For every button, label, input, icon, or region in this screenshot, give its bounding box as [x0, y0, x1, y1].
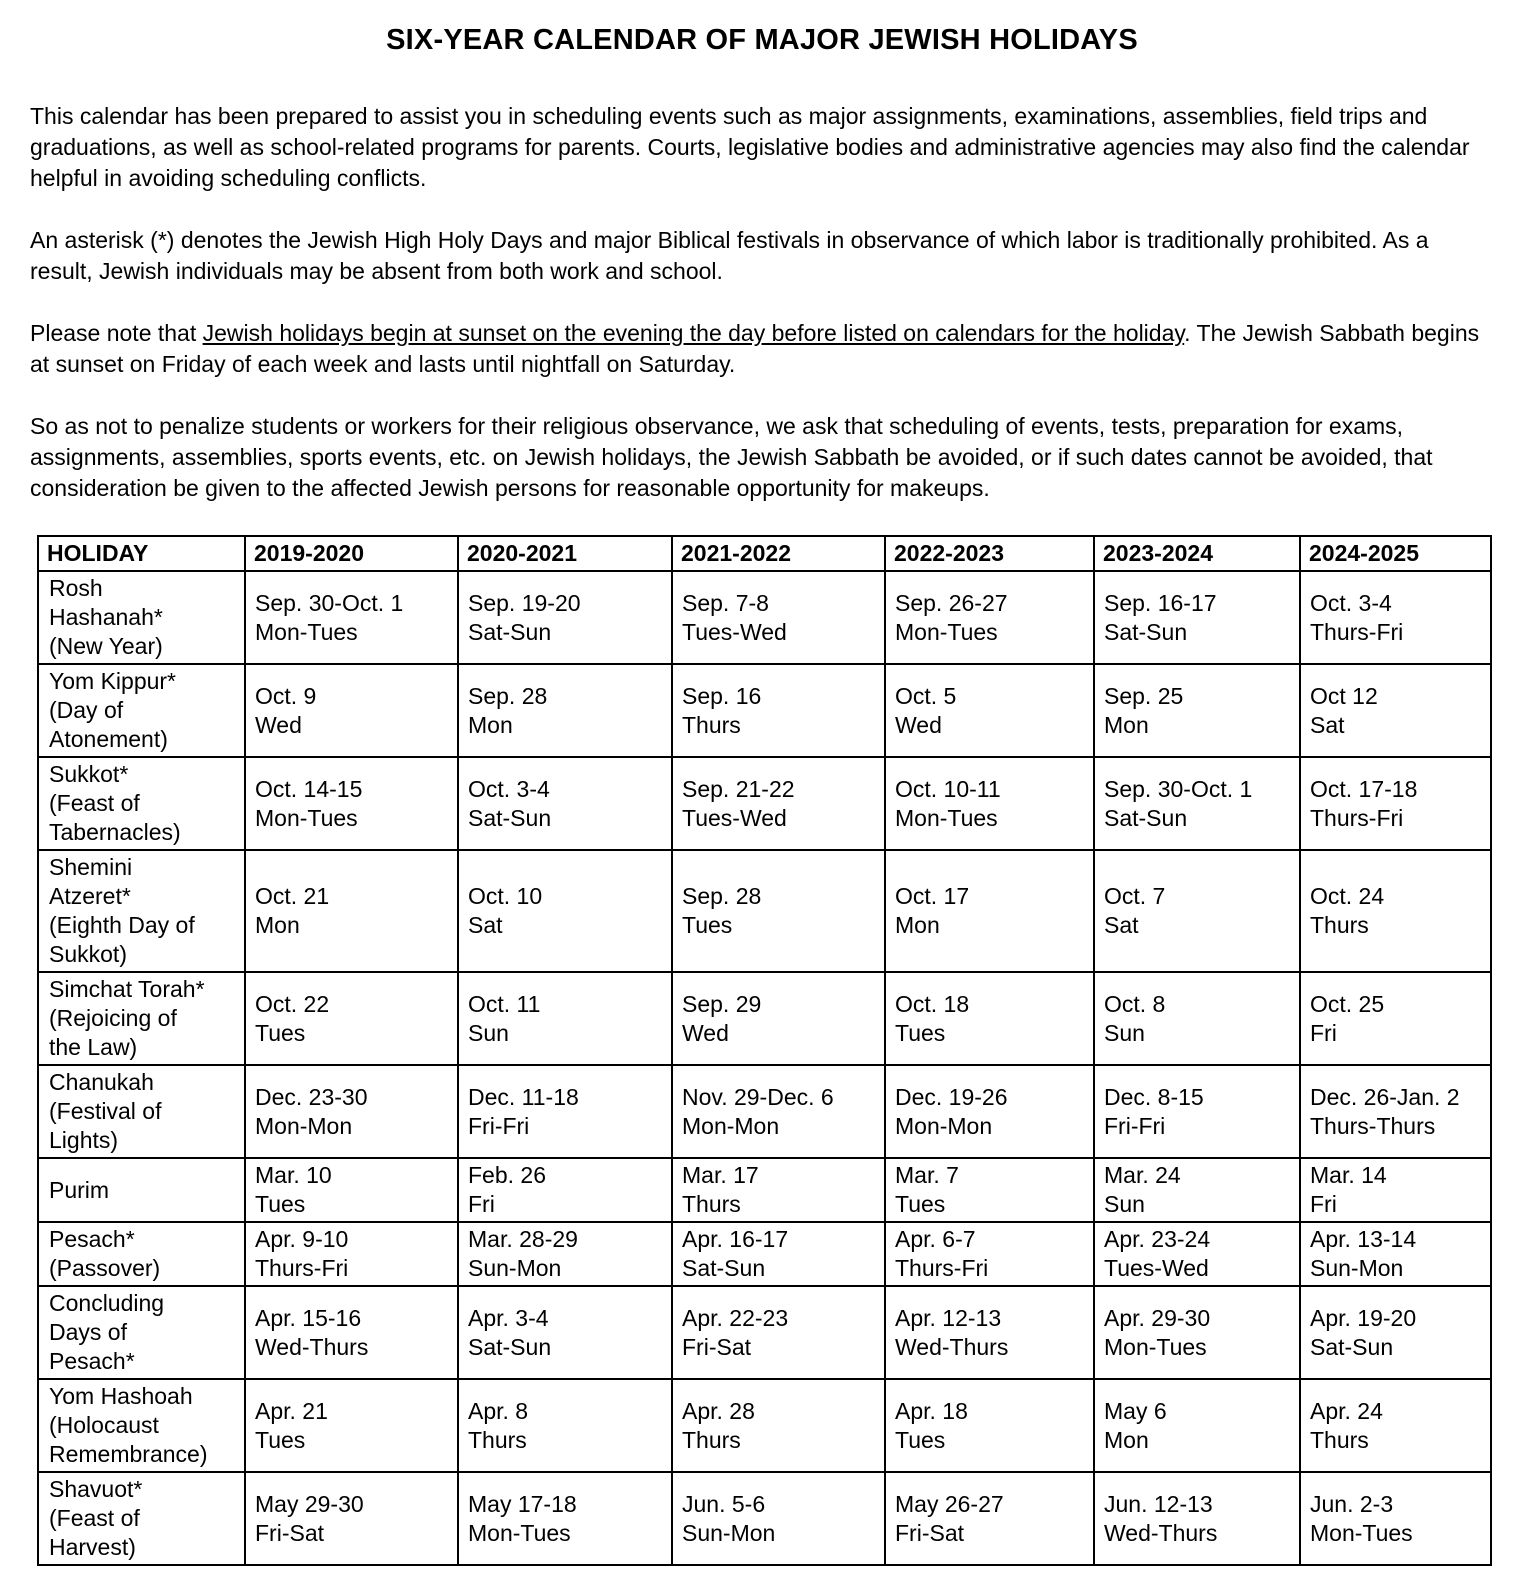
holiday-name-line: (Holocaust — [49, 1412, 159, 1438]
holiday-name-line: (New Year) — [49, 633, 163, 659]
holiday-date-cell — [672, 1065, 885, 1158]
holiday-date-cell — [885, 972, 1094, 1065]
date-line: Apr. 23-24 — [1104, 1226, 1211, 1252]
weekday-line: Mon — [895, 912, 940, 938]
weekday-line: Sat — [468, 912, 503, 938]
holiday-date-cell — [1094, 1158, 1300, 1222]
holiday-name-line: Harvest) — [49, 1534, 136, 1560]
weekday-line: Tues-Wed — [1104, 1255, 1209, 1281]
weekday-line: Thurs-Fri — [895, 1255, 989, 1281]
holiday-date-cell — [672, 664, 885, 757]
holiday-date-cell — [1300, 1472, 1491, 1565]
holiday-date-cell — [885, 1286, 1094, 1379]
weekday-line: Tues — [255, 1019, 306, 1046]
holiday-date-cell — [245, 664, 458, 757]
date-line: Oct. 18 — [895, 990, 970, 1017]
date-line: Mar. 7 — [895, 1162, 959, 1188]
holiday-name-line: (Eighth Day of — [49, 912, 195, 938]
date-line: Nov. 29-Dec. 6 — [682, 1083, 834, 1110]
weekday-line: Wed-Thurs — [255, 1333, 369, 1360]
date-line: Dec. 11-18 — [468, 1083, 579, 1110]
holiday-date-cell — [1300, 1286, 1491, 1379]
table-row — [38, 757, 1491, 850]
date-line: Apr. 16-17 — [682, 1226, 789, 1252]
weekday-line: Fri-Fri — [468, 1112, 530, 1139]
holiday-date-cell — [458, 972, 672, 1065]
holiday-name-line: Yom Kippur* — [49, 668, 177, 694]
weekday-line: Wed-Thurs — [1104, 1519, 1218, 1546]
table-header-row — [38, 536, 1491, 571]
holiday-date-cell — [1300, 664, 1491, 757]
holiday-date-cell — [1094, 850, 1300, 972]
holiday-name-line: (Passover) — [49, 1255, 161, 1281]
holiday-name-line: Lights) — [49, 1127, 119, 1153]
table-row — [38, 1472, 1491, 1565]
weekday-line: Mon-Tues — [895, 618, 998, 645]
holiday-date-cell — [458, 571, 672, 664]
holiday-name-cell — [38, 571, 245, 664]
weekday-line: Fri-Sat — [682, 1333, 751, 1360]
weekday-line: Fri-Sat — [255, 1519, 324, 1546]
weekday-line: Wed — [255, 711, 302, 738]
holiday-date-cell — [1300, 972, 1491, 1065]
holiday-date-cell — [1094, 571, 1300, 664]
weekday-line: Sat-Sun — [1104, 618, 1188, 645]
paragraph-3-suffix: . The Jewish Sabbath begins at sunset on Friday of each week and lasts until nightfall on Saturday. — [30, 320, 1480, 377]
holiday-date-cell — [1300, 571, 1491, 664]
date-line: Oct. 7 — [1104, 883, 1166, 909]
date-line: Dec. 26-Jan. 2 — [1310, 1083, 1460, 1110]
holiday-name-cell — [38, 757, 245, 850]
intro-paragraph-3 — [30, 318, 1494, 380]
date-line: Oct. 9 — [255, 682, 317, 709]
weekday-line: Tues — [682, 912, 733, 938]
date-line: Oct. 10-11 — [895, 775, 1001, 802]
holiday-date-cell — [672, 571, 885, 664]
holiday-date-cell — [458, 1065, 672, 1158]
date-line: Mar. 28-29 — [468, 1226, 578, 1252]
holiday-date-cell — [458, 850, 672, 972]
holiday-name-line: Chanukah — [49, 1069, 154, 1095]
table-row — [38, 1158, 1491, 1222]
weekday-line: Thurs — [468, 1426, 527, 1453]
holiday-name-line: Sukkot* — [49, 761, 129, 787]
table-row — [38, 1379, 1491, 1472]
table-row — [38, 571, 1491, 664]
holiday-date-cell — [885, 850, 1094, 972]
holiday-date-cell — [672, 972, 885, 1065]
weekday-line: Thurs — [682, 711, 741, 738]
weekday-line: Mon-Tues — [255, 618, 358, 645]
date-line: Sep. 25 — [1104, 682, 1184, 709]
holiday-date-cell — [1300, 1222, 1491, 1286]
weekday-line: Wed — [682, 1019, 729, 1046]
date-line: Dec. 8-15 — [1104, 1083, 1204, 1110]
weekday-line: Mon-Mon — [895, 1112, 993, 1139]
holiday-name-cell — [38, 1158, 245, 1222]
weekday-line: Sun — [1104, 1019, 1145, 1046]
weekday-line: Fri — [468, 1191, 495, 1217]
date-line: Oct. 17 — [895, 883, 970, 909]
weekday-line: Sat-Sun — [468, 804, 552, 831]
holiday-date-cell — [458, 1472, 672, 1565]
weekday-line: Mon — [468, 711, 513, 738]
holiday-name-cell — [38, 1472, 245, 1565]
holiday-name-line: Pesach* — [49, 1226, 135, 1252]
date-line: May 6 — [1104, 1397, 1167, 1424]
holiday-date-cell — [672, 1158, 885, 1222]
date-line: Sep. 19-20 — [468, 589, 581, 616]
weekday-line: Tues — [255, 1426, 306, 1453]
date-line: Sep. 28 — [682, 883, 762, 909]
weekday-line: Thurs — [682, 1426, 741, 1453]
date-line: Apr. 8 — [468, 1397, 529, 1424]
date-line: Sep. 30-Oct. 1 — [255, 589, 404, 616]
date-line: Apr. 13-14 — [1310, 1226, 1417, 1252]
weekday-line: Wed-Thurs — [895, 1333, 1009, 1360]
date-line: Jun. 2-3 — [1310, 1490, 1394, 1517]
date-line: Oct 12 — [1310, 682, 1378, 709]
weekday-line: Tues-Wed — [682, 618, 787, 645]
weekday-line: Fri-Sat — [895, 1519, 964, 1546]
weekday-line: Tues — [255, 1191, 306, 1217]
holiday-date-cell — [1094, 1065, 1300, 1158]
weekday-line: Thurs — [1310, 912, 1369, 938]
holiday-name-line: (Feast of — [49, 790, 140, 816]
holiday-date-cell — [245, 1472, 458, 1565]
weekday-line: Mon — [255, 912, 300, 938]
weekday-line: Sun-Mon — [1310, 1255, 1404, 1281]
holiday-date-cell — [885, 664, 1094, 757]
date-line: Jun. 12-13 — [1104, 1490, 1213, 1517]
holiday-date-cell — [885, 1222, 1094, 1286]
date-line: Sep. 16 — [682, 682, 762, 709]
holiday-date-cell — [672, 1379, 885, 1472]
holiday-name-line: (Feast of — [49, 1505, 140, 1531]
holiday-name-line: Pesach* — [49, 1348, 135, 1374]
date-line: Oct. 3-4 — [1310, 589, 1392, 616]
intro-paragraph-1: This calendar has been prepared to assist you in scheduling events such as major assignments, examinations, assemblies, field trips and graduations, as well as school-related programs for parents. Courts, legislative bodies and administrative agencies may also find the calendar helpful in avoiding scheduling conflicts. — [30, 103, 1470, 191]
date-line: Dec. 23-30 — [255, 1083, 368, 1110]
holiday-date-cell — [672, 1222, 885, 1286]
weekday-line: Thurs-Fri — [1310, 618, 1404, 645]
holiday-name-line: Hashanah* — [49, 604, 163, 630]
holiday-date-cell — [1300, 850, 1491, 972]
holiday-name-cell — [38, 850, 245, 972]
weekday-line: Tues — [895, 1191, 946, 1217]
date-line: Sep. 30-Oct. 1 — [1104, 775, 1253, 802]
holiday-date-cell — [1300, 1379, 1491, 1472]
date-line: Apr. 9-10 — [255, 1226, 349, 1252]
holiday-date-cell — [1094, 972, 1300, 1065]
weekday-line: Fri — [1310, 1019, 1337, 1046]
holiday-date-cell — [245, 1379, 458, 1472]
holiday-date-cell — [245, 1222, 458, 1286]
holiday-name-line: Days of — [49, 1319, 127, 1345]
date-line: Apr. 12-13 — [895, 1304, 1002, 1331]
weekday-line: Mon-Tues — [895, 804, 998, 831]
date-line: Sep. 7-8 — [682, 589, 769, 616]
weekday-line: Mon — [1104, 1426, 1149, 1453]
date-line: Mar. 14 — [1310, 1162, 1387, 1188]
weekday-line: Mon — [1104, 711, 1149, 738]
date-line: Oct. 10 — [468, 883, 543, 909]
weekday-line: Thurs — [1310, 1426, 1369, 1453]
date-line: Apr. 21 — [255, 1397, 328, 1424]
date-line: Oct. 8 — [1104, 990, 1166, 1017]
column-header-holiday: HOLIDAY — [38, 536, 245, 571]
holiday-name-line: Yom Hashoah — [49, 1383, 193, 1409]
date-line: Oct. 17-18 — [1310, 775, 1418, 802]
date-line: Apr. 29-30 — [1104, 1304, 1211, 1331]
holiday-date-cell — [1094, 664, 1300, 757]
date-line: Mar. 24 — [1104, 1162, 1181, 1188]
column-header-year-2019-2020: 2019-2020 — [245, 536, 458, 571]
weekday-line: Mon-Tues — [255, 804, 358, 831]
weekday-line: Mon-Tues — [1310, 1519, 1413, 1546]
date-line: Oct. 22 — [255, 990, 330, 1017]
weekday-line: Mon-Tues — [468, 1519, 571, 1546]
holiday-name-line: Shemini — [49, 854, 133, 880]
weekday-line: Sat-Sun — [682, 1255, 766, 1281]
weekday-line: Sun — [468, 1019, 509, 1046]
date-line: Sep. 26-27 — [895, 589, 1008, 616]
weekday-line: Thurs-Fri — [1310, 804, 1404, 831]
weekday-line: Fri-Fri — [1104, 1112, 1166, 1139]
column-header-year-2021-2022: 2021-2022 — [672, 536, 885, 571]
weekday-line: Thurs — [682, 1191, 741, 1217]
holiday-date-cell — [1094, 757, 1300, 850]
holiday-calendar-table — [37, 535, 1492, 1566]
holiday-date-cell — [1094, 1472, 1300, 1565]
date-line: May 17-18 — [468, 1490, 577, 1517]
date-line: Oct. 14-15 — [255, 775, 363, 802]
table-row — [38, 1065, 1491, 1158]
holiday-name-line: (Day of — [49, 697, 124, 723]
weekday-line: Sat-Sun — [468, 1333, 552, 1360]
holiday-date-cell — [245, 571, 458, 664]
table-row — [38, 1286, 1491, 1379]
weekday-line: Sat-Sun — [1310, 1333, 1394, 1360]
weekday-line: Tues-Wed — [682, 804, 787, 831]
weekday-line: Sat-Sun — [468, 618, 552, 645]
paragraph-3-underlined-text: Jewish holidays begin at sunset on the evening the day before listed on calendars for the holiday — [202, 320, 1185, 346]
table-row — [38, 1222, 1491, 1286]
holiday-name-line: Purim — [49, 1176, 110, 1203]
table-row — [38, 664, 1491, 757]
date-line: Sep. 29 — [682, 990, 762, 1017]
holiday-date-cell — [245, 757, 458, 850]
date-line: Feb. 26 — [468, 1162, 546, 1188]
holiday-date-cell — [458, 1379, 672, 1472]
date-line: Oct. 21 — [255, 883, 330, 909]
date-line: May 29-30 — [255, 1490, 364, 1517]
weekday-line: Sun — [1104, 1191, 1145, 1217]
date-line: Apr. 3-4 — [468, 1304, 549, 1331]
column-header-year-2022-2023: 2022-2023 — [885, 536, 1094, 571]
holiday-name-line: Atzeret* — [49, 883, 131, 909]
date-line: Oct. 11 — [468, 990, 541, 1017]
holiday-name-line: Shavuot* — [49, 1476, 143, 1502]
weekday-line: Sat — [1104, 912, 1139, 938]
holiday-date-cell — [672, 1286, 885, 1379]
holiday-name-cell — [38, 1286, 245, 1379]
date-line: Sep. 28 — [468, 682, 548, 709]
holiday-date-cell — [458, 1222, 672, 1286]
page-title: SIX-YEAR CALENDAR OF MAJOR JEWISH HOLIDAYS — [386, 24, 1138, 56]
paragraph-3-prefix: Please note that — [30, 320, 203, 346]
holiday-name-line: Tabernacles) — [49, 819, 181, 845]
holiday-name-cell — [38, 664, 245, 757]
date-line: Mar. 10 — [255, 1162, 332, 1188]
holiday-date-cell — [885, 1379, 1094, 1472]
weekday-line: Mon-Mon — [255, 1112, 353, 1139]
date-line: Apr. 6-7 — [895, 1226, 976, 1252]
date-line: Jun. 5-6 — [682, 1490, 766, 1517]
holiday-name-line: Atonement) — [49, 726, 168, 752]
holiday-name-line: (Rejoicing of — [49, 1005, 177, 1031]
holiday-date-cell — [458, 664, 672, 757]
date-line: Mar. 17 — [682, 1162, 759, 1188]
holiday-date-cell — [458, 1286, 672, 1379]
weekday-line: Sat — [1310, 711, 1345, 738]
weekday-line: Fri — [1310, 1191, 1337, 1217]
weekday-line: Sun-Mon — [682, 1519, 776, 1546]
table-row — [38, 850, 1491, 972]
date-line: May 26-27 — [895, 1490, 1004, 1517]
date-line: Apr. 15-16 — [255, 1304, 362, 1331]
holiday-date-cell — [458, 1158, 672, 1222]
column-header-year-2023-2024: 2023-2024 — [1094, 536, 1300, 571]
holiday-date-cell — [245, 1286, 458, 1379]
holiday-date-cell — [1300, 1065, 1491, 1158]
holiday-name-cell — [38, 972, 245, 1065]
holiday-date-cell — [885, 571, 1094, 664]
weekday-line: Tues — [895, 1019, 946, 1046]
holiday-name-cell — [38, 1379, 245, 1472]
date-line: Apr. 22-23 — [682, 1304, 789, 1331]
holiday-date-cell — [1300, 757, 1491, 850]
holiday-name-cell — [38, 1222, 245, 1286]
holiday-date-cell — [1094, 1286, 1300, 1379]
date-line: Sep. 16-17 — [1104, 589, 1217, 616]
holiday-name-cell — [38, 1065, 245, 1158]
holiday-date-cell — [245, 1158, 458, 1222]
holiday-date-cell — [1300, 1158, 1491, 1222]
holiday-name-line: Sukkot) — [49, 941, 127, 967]
weekday-line: Mon-Mon — [682, 1112, 780, 1139]
holiday-date-cell — [672, 757, 885, 850]
column-header-year-2024-2025: 2024-2025 — [1300, 536, 1491, 571]
weekday-line: Wed — [895, 711, 942, 738]
holiday-date-cell — [885, 1065, 1094, 1158]
date-line: Oct. 3-4 — [468, 775, 550, 802]
holiday-date-cell — [885, 1158, 1094, 1222]
holiday-date-cell — [245, 1065, 458, 1158]
holiday-name-line: Concluding — [49, 1290, 165, 1316]
weekday-line: Thurs-Fri — [255, 1255, 349, 1281]
intro-paragraph-2: An asterisk (*) denotes the Jewish High Holy Days and major Biblical festivals in observance of which labor is traditionally prohibited. As a result, Jewish individuals may be absent from both work and school. — [30, 227, 1429, 284]
date-line: Dec. 19-26 — [895, 1083, 1008, 1110]
holiday-name-line: Simchat Torah* — [49, 976, 205, 1002]
date-line: Oct. 25 — [1310, 990, 1385, 1017]
column-header-year-2020-2021: 2020-2021 — [458, 536, 672, 571]
table-row — [38, 972, 1491, 1065]
date-line: Apr. 19-20 — [1310, 1304, 1417, 1331]
weekday-line: Sun-Mon — [468, 1255, 562, 1281]
holiday-date-cell — [1094, 1222, 1300, 1286]
holiday-date-cell — [672, 850, 885, 972]
intro-paragraph-4: So as not to penalize students or workers for their religious observance, we ask that scheduling of events, tests, preparation for exams, assignments, assemblies, sports events, etc. on Jewish holidays, the Jewish Sabbath be avoided, or if such dates cannot be avoided, that consideration be given to the affected Jewish persons for reasonable opportunity for makeups. — [30, 413, 1433, 501]
holiday-date-cell — [1094, 1379, 1300, 1472]
holiday-name-line: (Festival of — [49, 1098, 162, 1124]
holiday-date-cell — [245, 972, 458, 1065]
holiday-name-line: the Law) — [49, 1034, 138, 1060]
date-line: Apr. 24 — [1310, 1397, 1383, 1424]
holiday-date-cell — [458, 757, 672, 850]
holiday-name-line: Rosh — [49, 575, 103, 601]
date-line: Oct. 24 — [1310, 883, 1385, 909]
date-line: Apr. 18 — [895, 1397, 968, 1424]
holiday-date-cell — [885, 757, 1094, 850]
weekday-line: Sat-Sun — [1104, 804, 1188, 831]
date-line: Oct. 5 — [895, 682, 957, 709]
weekday-line: Tues — [895, 1426, 946, 1453]
holiday-name-line: Remembrance) — [49, 1441, 208, 1467]
weekday-line: Thurs-Thurs — [1310, 1112, 1436, 1139]
holiday-date-cell — [245, 850, 458, 972]
date-line: Sep. 21-22 — [682, 775, 795, 802]
holiday-date-cell — [672, 1472, 885, 1565]
holiday-date-cell — [885, 1472, 1094, 1565]
weekday-line: Mon-Tues — [1104, 1333, 1207, 1360]
date-line: Apr. 28 — [682, 1397, 755, 1424]
